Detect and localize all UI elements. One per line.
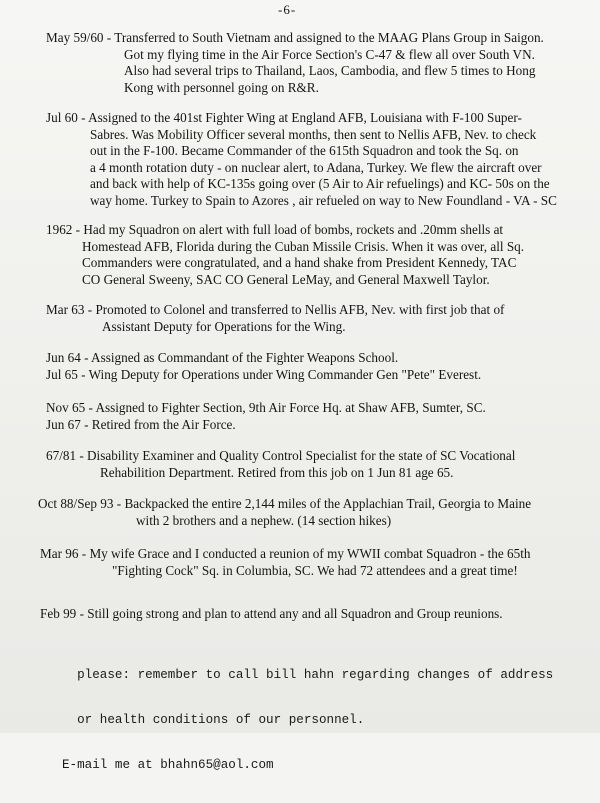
entry-line: out in the F-100. Became Commander of the 615th Squadron and took the Sq. on [90,143,519,158]
entry-line: Mar 63 - Promoted to Colonel and transferred to Nellis AFB, Nev. with first job that of [46,302,505,317]
entry-line: Mar 96 - My wife Grace and I conducted a reunion of my WWII combat Squadron - the 65th [40,546,531,561]
entry-line: Got my flying time in the Air Force Section's C-47 & flew all over South VN. [124,46,535,62]
entry-line: way home. Turkey to Spain to Azores , air refueled on way to New Foundland - VA - SC [90,192,557,208]
entry-line: Commanders were congratulated, and a hand shake from President Kennedy, TAC [82,255,517,270]
entry-line: Jul 60 - Assigned to the 401st Fighter Wing at England AFB, Louisiana with F-100 Super- [46,110,522,125]
entry-line: Feb 99 - Still going strong and plan to attend any and all Squadron and Group reunions. [40,606,503,621]
entry-line: "Fighting Cock" Sq. in Columbia, SC. We had 72 attendees and a great time! [112,562,518,578]
entry-line: CO General Sweeny, SAC CO General LeMay, and General Maxwell Taylor. [82,271,490,287]
entry-line: a 4 month rotation duty - on nuclear alert, to Adana, Turkey. We flew the aircraft over [90,159,542,175]
entry-may-59-60 [46,30,544,96]
entry-line: Oct 88/Sep 93 - Backpacked the entire 2,144 miles of the Applachian Trail, Georgia to Maine [38,496,532,511]
entry-line: and back with help of KC-135s going over (5 Air to Air refuelings) and KC- 50s on the [90,176,550,191]
entry-line: Jun 67 - Retired from the Air Force. [46,416,236,432]
entry-mar-63 [46,302,504,335]
footer-line: or health conditions of our personnel. [62,713,365,727]
entry-line: 1962 - Had my Squadron on alert with full load of bombs, rockets and .20mm shells at [46,222,504,237]
entry-1962 [46,222,524,288]
entry-line: Also had several trips to Thailand, Laos, Cambodia, and flew 5 times to Hong [124,63,536,78]
entry-oct-88-sep-93 [38,496,531,529]
footer-line: please: remember to call bill hahn regarding changes of address [62,668,554,682]
entry-line: Homestead AFB, Florida during the Cuban Missile Crisis. When it was over, all Sq. [82,238,525,254]
entry-line: Rehabilition Department. Retired from this job on 1 Jun 81 age 65. [100,464,454,480]
entry-line: Sabres. Was Mobility Officer several months, then sent to Nellis AFB, Nev. to check [90,126,537,142]
entry-mar-96 [40,546,530,579]
entry-67-81 [46,448,515,481]
entry-line: Nov 65 - Assigned to Fighter Section, 9th Air Force Hq. at Shaw AFB, Sumter, SC. [46,400,486,415]
page-number: -6- [278,2,297,17]
footer-email-line: E-mail me at bhahn65@aol.com [62,758,274,772]
entry-line: May 59/60 - Transferred to South Vietnam and assigned to the MAAG Plans Group in Saigon. [46,30,544,45]
entry-line: Kong with personnel going on R&R. [124,79,319,95]
entry-line: with 2 brothers and a nephew. (14 section hikes) [136,512,392,528]
entry-jun-64-jul-65 [46,350,481,383]
entry-feb-99 [40,606,503,623]
entry-nov-65-jun-67 [46,400,486,433]
entry-line: Assistant Deputy for Operations for the Wing. [102,318,346,334]
footer-note [62,638,553,803]
entry-line: Jul 65 - Wing Deputy for Operations under Wing Commander Gen "Pete" Everest. [46,366,482,382]
entry-line: Jun 64 - Assigned as Commandant of the Fighter Weapons School. [46,350,399,365]
entry-jul-60 [46,110,557,209]
entry-line: 67/81 - Disability Examiner and Quality Control Specialist for the state of SC Vocational [46,448,516,463]
